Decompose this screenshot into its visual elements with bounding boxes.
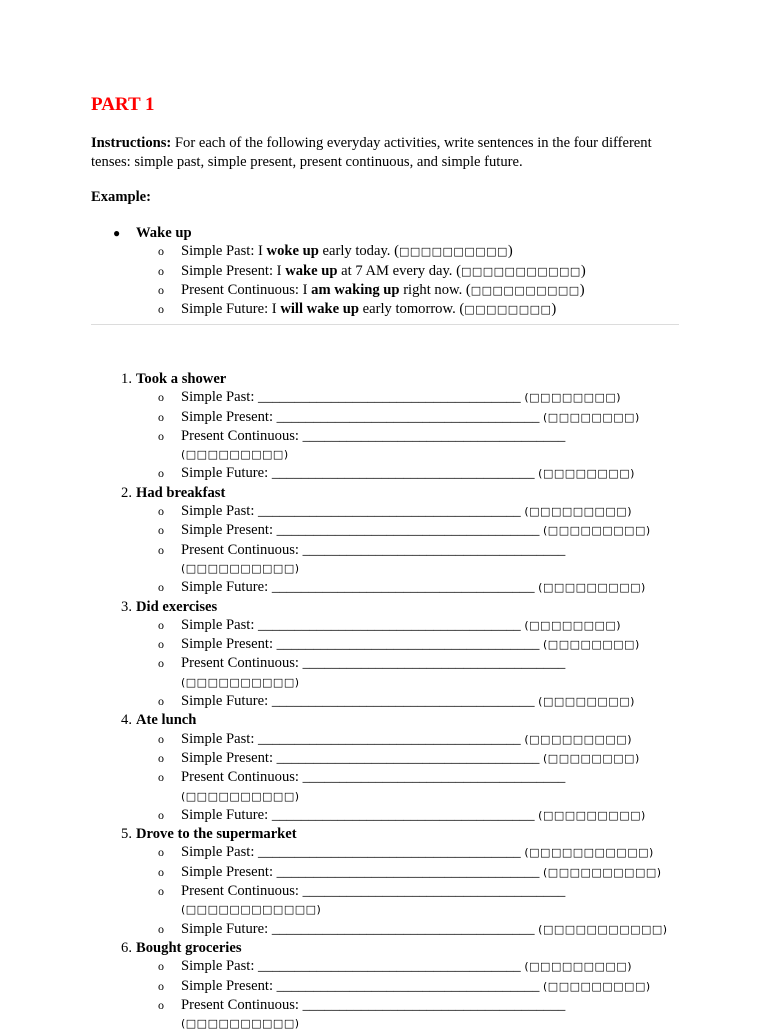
tense-label: Simple Future:	[181, 579, 272, 596]
tense-hint: (□□□□□□□□□□□□)	[181, 903, 322, 917]
example-line-hint: □□□□□□□□	[464, 303, 552, 317]
answer-blank[interactable]: ____________________________________	[258, 844, 521, 861]
activity-number: 3.	[121, 598, 132, 615]
tense-hint: (□□□□□□□□)	[538, 695, 635, 709]
circle-bullet-icon: o	[158, 978, 164, 993]
tense-line	[91, 654, 671, 692]
answer-blank[interactable]: ____________________________________	[271, 806, 535, 823]
circle-bullet-icon: o	[158, 656, 164, 671]
tense-label: Present Continuous:	[181, 655, 303, 672]
activity-number: 2.	[121, 484, 132, 501]
example-line-hint: □□□□□□□□□□	[470, 283, 580, 297]
example-line-pre: Simple Future: I	[181, 301, 281, 318]
circle-bullet-icon: o	[158, 921, 164, 936]
tense-label: Simple Present:	[181, 749, 277, 766]
example-line-verb: am waking up	[311, 281, 400, 298]
circle-bullet-icon: o	[158, 864, 164, 879]
tense-hint: (□□□□□□□□□)	[524, 505, 632, 519]
tense-hint: (□□□□□□□□□)	[524, 960, 632, 974]
answer-blank[interactable]: ____________________________________	[276, 749, 540, 766]
tense-line	[91, 957, 671, 976]
activity-number: 4.	[121, 712, 132, 729]
tense-label: Simple Past:	[181, 616, 259, 633]
tense-label: Simple Past:	[181, 389, 259, 406]
tense-hint: (□□□□□□□□□□□)	[538, 922, 668, 936]
answer-blank[interactable]: ____________________________________	[271, 579, 535, 596]
activity-number: 5.	[121, 826, 132, 843]
activity-title: Drove to the supermarket	[136, 826, 297, 843]
tense-label: Simple Present:	[181, 522, 277, 539]
example-line	[91, 242, 671, 261]
tense-hint: (□□□□□□□□□□)	[181, 675, 300, 689]
tense-label: Present Continuous:	[181, 427, 303, 444]
example-line-post: right now. (	[399, 281, 471, 298]
circle-bullet-icon: o	[158, 282, 164, 297]
tense-line	[91, 427, 671, 465]
example-line-verb: wake up	[285, 262, 338, 279]
example-line	[91, 281, 671, 300]
answer-blank[interactable]: ____________________________________	[258, 616, 521, 633]
answer-blank[interactable]: ____________________________________	[258, 730, 521, 747]
tense-line	[91, 920, 671, 939]
circle-bullet-icon: o	[158, 807, 164, 822]
answer-blank[interactable]: ____________________________________	[302, 427, 566, 444]
circle-bullet-icon: o	[158, 523, 164, 538]
bullet-icon: ●	[113, 226, 121, 240]
activity-number: 6.	[121, 939, 132, 956]
answer-blank[interactable]: ____________________________________	[258, 389, 521, 406]
circle-bullet-icon: o	[158, 542, 164, 557]
tense-label: Simple Future:	[181, 806, 272, 823]
activity-title: Bought groceries	[136, 939, 242, 956]
answer-blank[interactable]: ____________________________________	[276, 408, 540, 425]
tense-hint: (□□□□□□□□□)	[543, 524, 651, 538]
example-block	[91, 224, 679, 319]
example-line-pre: Present Continuous: I	[181, 281, 312, 298]
instructions-label: Instructions:	[91, 135, 172, 151]
circle-bullet-icon: o	[158, 770, 164, 785]
example-line-close: )	[579, 281, 585, 298]
activity-item	[91, 711, 679, 729]
part-title: PART 1	[91, 94, 155, 115]
tense-line	[91, 730, 671, 749]
tense-label: Simple Past:	[181, 503, 259, 520]
tense-label: Present Continuous:	[181, 769, 303, 786]
tense-hint: (□□□□□□□□)	[538, 467, 635, 481]
tense-hint: (□□□□□□□□□□)	[543, 865, 662, 879]
activity-title: Took a shower	[136, 371, 227, 387]
answer-blank[interactable]: ____________________________________	[258, 503, 521, 520]
tense-label: Present Continuous:	[181, 883, 303, 900]
answer-blank[interactable]: ____________________________________	[276, 636, 540, 653]
example-line-close: )	[507, 243, 513, 260]
example-line-post: early tomorrow. (	[359, 301, 465, 318]
tense-label: Simple Present:	[181, 636, 277, 653]
section-divider	[91, 324, 679, 325]
tense-label: Simple Present:	[181, 863, 277, 880]
activity-item	[91, 939, 679, 957]
tense-line	[91, 616, 671, 635]
activity-title: Ate lunch	[136, 712, 197, 729]
tense-line	[91, 408, 671, 427]
tense-line	[91, 863, 671, 882]
tense-label: Present Continuous:	[181, 996, 303, 1013]
instructions-text: For each of the following everyday activities, write sentences in the four different tenses: simple past, simple present, present continuous, and simple future.	[91, 135, 652, 170]
tense-label: Simple Past:	[181, 844, 259, 861]
answer-blank[interactable]: ____________________________________	[302, 655, 566, 672]
example-item	[91, 224, 679, 242]
tense-line	[91, 541, 671, 579]
tense-line	[91, 806, 671, 825]
circle-bullet-icon: o	[158, 580, 164, 595]
circle-bullet-icon: o	[158, 428, 164, 443]
tense-line	[91, 843, 671, 862]
tense-hint: (□□□□□□□□□)	[538, 581, 646, 595]
example-line	[91, 262, 671, 281]
tense-hint: (□□□□□□□□□)	[181, 448, 289, 462]
tense-line	[91, 977, 671, 996]
tense-line	[91, 464, 671, 483]
circle-bullet-icon: o	[158, 731, 164, 746]
circle-bullet-icon: o	[158, 750, 164, 765]
example-line-hint: □□□□□□□□□□	[398, 245, 508, 259]
example-line-pre: Simple Past: I	[181, 243, 267, 260]
circle-bullet-icon: o	[158, 617, 164, 632]
tense-hint: (□□□□□□□□□□)	[181, 789, 300, 803]
activity-item	[91, 370, 679, 388]
tense-hint: (□□□□□□□□)	[543, 638, 640, 652]
answer-blank[interactable]: ____________________________________	[302, 769, 566, 786]
tense-label: Simple Future:	[181, 465, 272, 482]
tense-line	[91, 502, 671, 521]
answer-blank[interactable]: ____________________________________	[302, 541, 566, 558]
circle-bullet-icon: o	[158, 263, 164, 278]
tense-label: Simple Future:	[181, 693, 272, 710]
activity-item	[91, 598, 679, 616]
answer-blank[interactable]: ____________________________________	[271, 465, 535, 482]
activity-item	[91, 484, 679, 502]
tense-hint: (□□□□□□□□)	[543, 751, 640, 765]
tense-hint: (□□□□□□□□)	[524, 618, 622, 632]
example-label: Example:	[91, 189, 151, 205]
instructions-paragraph	[91, 134, 679, 171]
activity-item	[91, 825, 679, 843]
circle-bullet-icon: o	[158, 390, 164, 405]
example-line-close: )	[551, 301, 557, 318]
activity-number: 1.	[121, 371, 132, 387]
circle-bullet-icon: o	[158, 845, 164, 860]
answer-blank[interactable]: ____________________________________	[302, 996, 566, 1013]
tense-line	[91, 578, 671, 597]
circle-bullet-icon: o	[158, 637, 164, 652]
example-line-verb: will wake up	[280, 301, 359, 318]
answer-blank[interactable]: ____________________________________	[258, 958, 521, 975]
tense-label: Simple Present:	[181, 408, 277, 425]
example-item-title: Wake up	[136, 225, 192, 241]
answer-blank[interactable]: ____________________________________	[302, 883, 566, 900]
circle-bullet-icon: o	[158, 244, 164, 259]
answer-blank[interactable]: ____________________________________	[271, 693, 535, 710]
example-line-pre: Simple Present: I	[181, 262, 286, 279]
tense-label: Simple Future:	[181, 920, 272, 937]
tense-line	[91, 882, 671, 920]
example-line-post: at 7 AM every day. (	[337, 262, 461, 279]
circle-bullet-icon: o	[158, 504, 164, 519]
tense-line	[91, 996, 671, 1033]
tense-label: Simple Past:	[181, 730, 259, 747]
circle-bullet-icon: o	[158, 997, 164, 1012]
circle-bullet-icon: o	[158, 302, 164, 317]
circle-bullet-icon: o	[158, 884, 164, 899]
answer-blank[interactable]: ____________________________________	[276, 863, 540, 880]
example-line-post: early today. (	[318, 243, 399, 260]
answer-blank[interactable]: ____________________________________	[276, 977, 540, 994]
circle-bullet-icon: o	[158, 959, 164, 974]
tense-line	[91, 749, 671, 768]
tense-hint: (□□□□□□□□□)	[538, 808, 646, 822]
tense-label: Simple Past:	[181, 958, 259, 975]
tense-hint: (□□□□□□□□□)	[543, 979, 651, 993]
tense-hint: (□□□□□□□□□)	[524, 732, 632, 746]
tense-line	[91, 521, 671, 540]
answer-blank[interactable]: ____________________________________	[271, 920, 535, 937]
example-line-hint: □□□□□□□□□□□	[460, 264, 581, 278]
example-line-close: )	[580, 262, 586, 279]
tense-hint: (□□□□□□□□□□)	[181, 1017, 300, 1031]
circle-bullet-icon: o	[158, 466, 164, 481]
tense-hint: (□□□□□□□□□□□)	[524, 846, 654, 860]
activity-title: Had breakfast	[136, 484, 226, 501]
tense-label: Simple Present:	[181, 977, 277, 994]
example-line-verb: woke up	[266, 243, 319, 260]
circle-bullet-icon: o	[158, 409, 164, 424]
tense-hint: (□□□□□□□□)	[524, 391, 622, 405]
tense-line	[91, 635, 671, 654]
tense-hint: (□□□□□□□□□□)	[181, 561, 300, 575]
tense-hint: (□□□□□□□□)	[543, 410, 640, 424]
example-line	[91, 300, 671, 319]
tense-line	[91, 768, 671, 806]
activity-title: Did exercises	[136, 598, 218, 615]
tense-label: Present Continuous:	[181, 541, 303, 558]
circle-bullet-icon: o	[158, 694, 164, 709]
tense-line	[91, 692, 671, 711]
answer-blank[interactable]: ____________________________________	[276, 522, 540, 539]
tense-line	[91, 388, 671, 407]
activities-list	[91, 370, 679, 1033]
